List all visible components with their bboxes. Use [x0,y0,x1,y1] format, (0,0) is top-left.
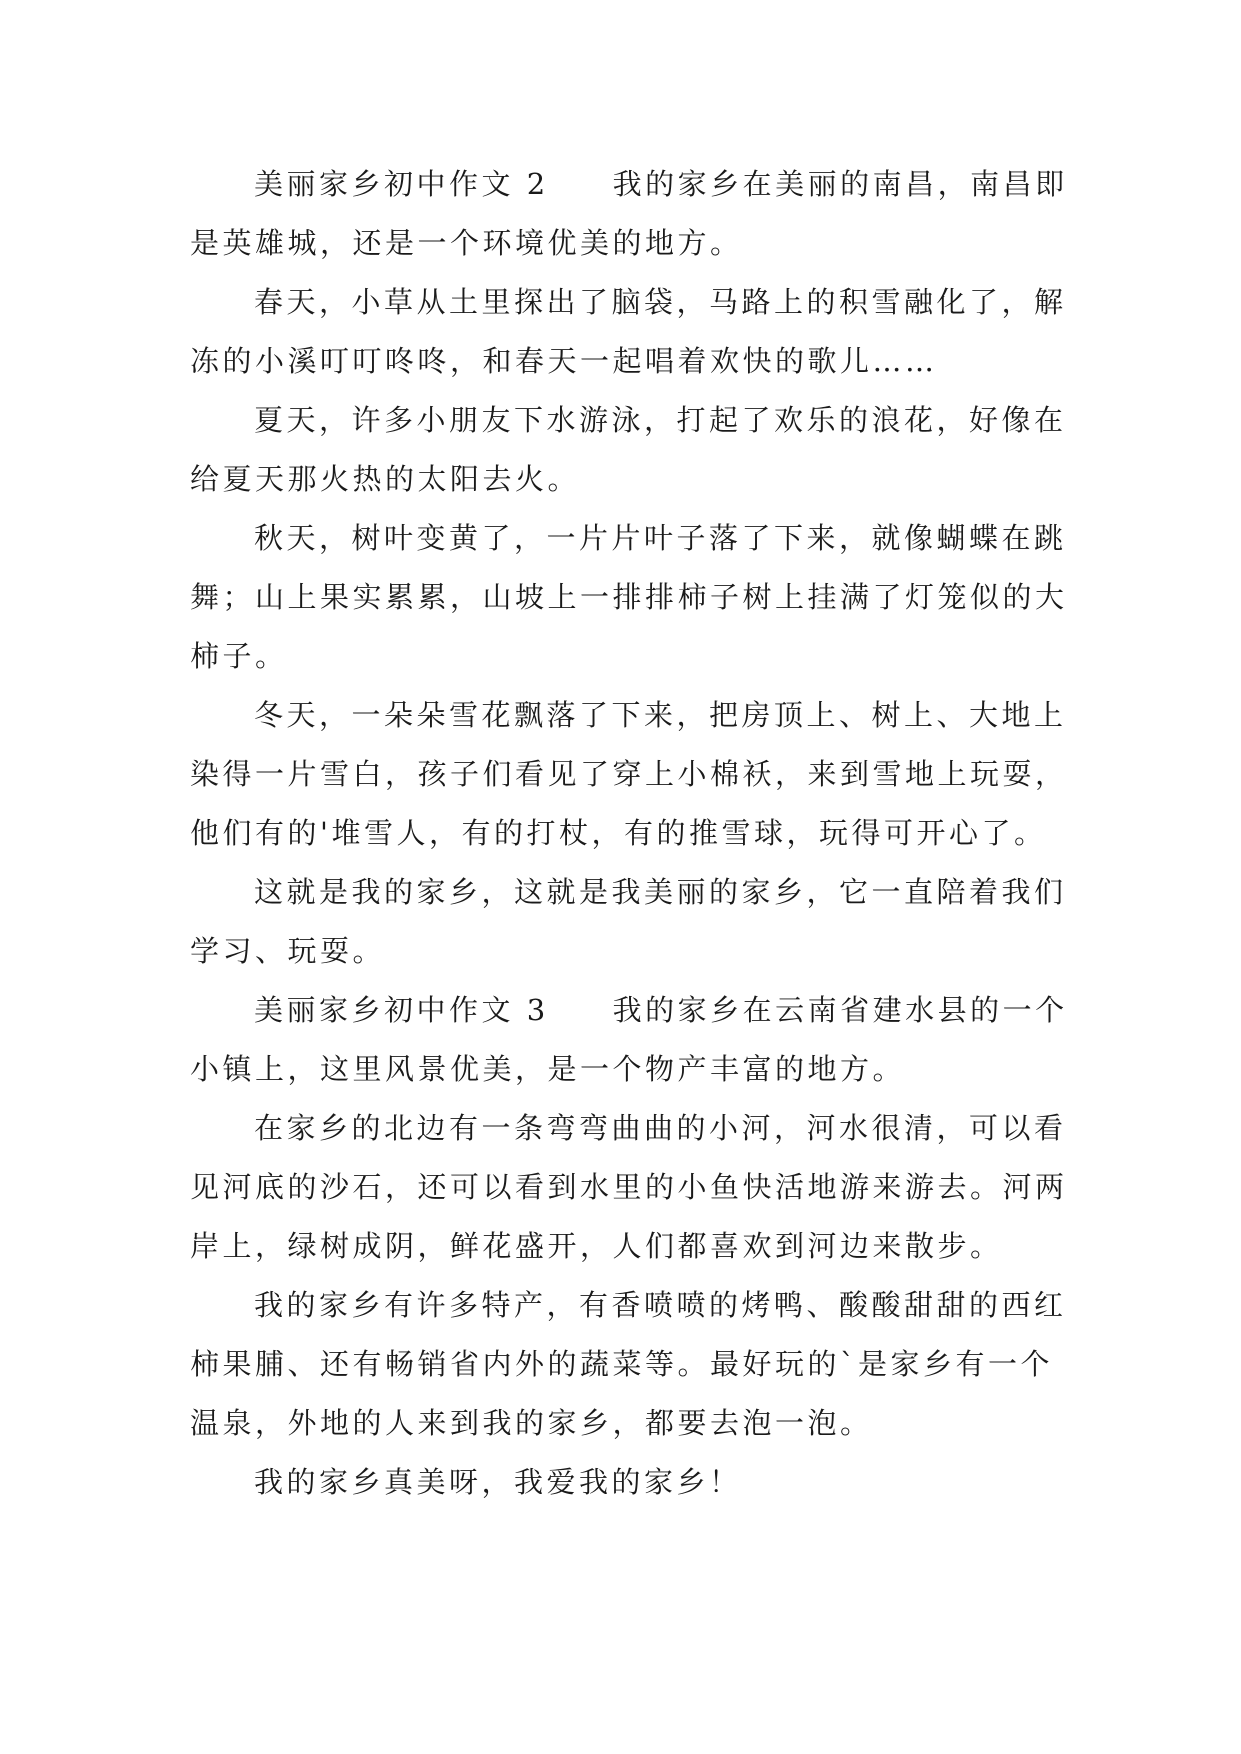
paragraph-text: 我的家乡有许多特产，有香喷喷的烤鸭、酸酸甜甜的西红柿果脯、还有畅销省内外的蔬菜等。最好玩的`是家乡有一个温泉，外地的人来到我的家乡，都要去泡一泡。 [190,1288,1067,1440]
paragraph-text: 秋天，树叶变黄了，一片片叶子落了下来，就像蝴蝶在跳舞；山上果实累累，山坡上一排排柿子树上挂满了灯笼似的大柿子。 [190,521,1068,673]
essay-title-2: 美丽家乡初中作文 2 [254,167,549,201]
paragraph-winter [190,686,1070,863]
paragraph-conclusion-3 [190,1453,1070,1512]
paragraph-text: 我的家乡真美呀，我爱我的家乡！ [254,1465,742,1499]
paragraph-text: 在家乡的北边有一条弯弯曲曲的小河，河水很清，可以看见河底的沙石，还可以看到水里的小鱼快活地游来游去。河两岸上，绿树成阴，鲜花盛开，人们都喜欢到河边来散步。 [190,1111,1068,1263]
paragraph-text: 这就是我的家乡，这就是我美丽的家乡，它一直陪着我们学习、玩耍。 [190,875,1067,968]
paragraph-text: 我的家乡在美丽的南昌，南昌即是英雄城，还是一个环境优美的地方。 [190,167,1068,260]
document-body [190,155,1070,1512]
paragraph-essay-2-intro [190,155,1070,273]
paragraph-text: 夏天，许多小朋友下水游泳，打起了欢乐的浪花，好像在给夏天那火热的太阳去火。 [190,403,1067,496]
paragraph-specialties [190,1276,1070,1453]
essay-title-3: 美丽家乡初中作文 3 [254,993,549,1027]
paragraph-summer [190,391,1070,509]
paragraph-text: 我的家乡在云南省建水县的一个小镇上，这里风景优美，是一个物产丰富的地方。 [190,993,1068,1086]
paragraph-text: 春天，小草从土里探出了脑袋，马路上的积雪融化了，解冻的小溪叮叮咚咚，和春天一起唱着欢快的歌儿…… [190,285,1067,378]
paragraph-spring [190,273,1070,391]
paragraph-river [190,1099,1070,1276]
paragraph-essay-3-intro [190,981,1070,1099]
paragraph-autumn [190,509,1070,686]
paragraph-conclusion-2 [190,863,1070,981]
paragraph-text: 冬天，一朵朵雪花飘落了下来，把房顶上、树上、大地上染得一片雪白，孩子们看见了穿上小棉袄，来到雪地上玩耍，他们有的'堆雪人，有的打杖，有的推雪球，玩得可开心了。 [190,698,1068,850]
